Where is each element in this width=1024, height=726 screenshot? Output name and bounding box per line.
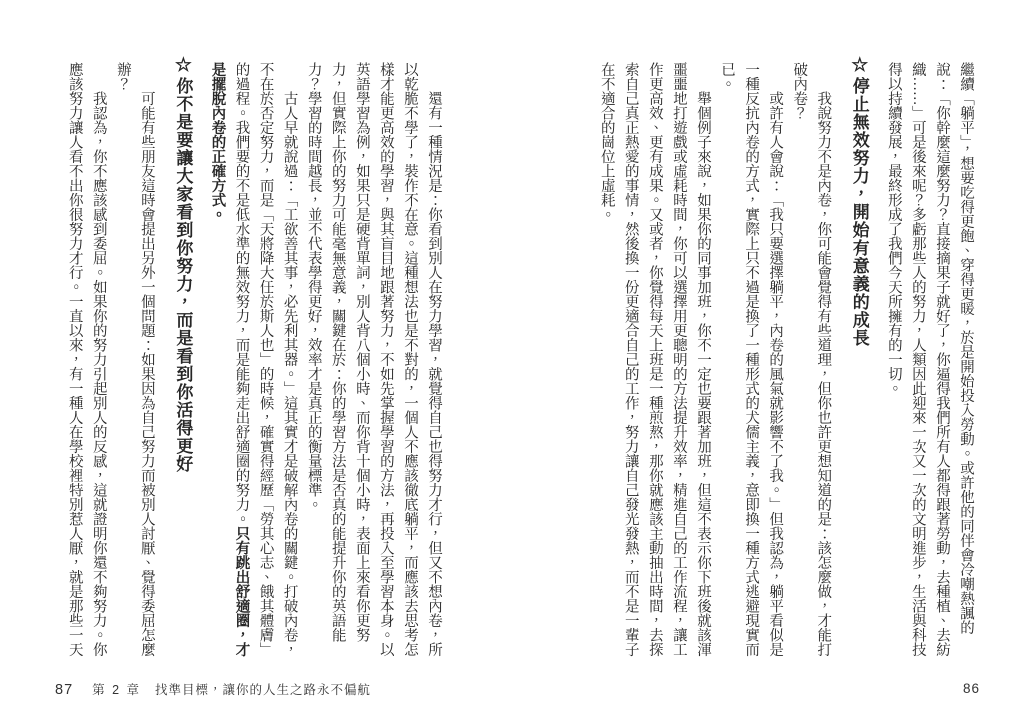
section-heading bbox=[844, 54, 873, 657]
section-heading-text: 你不是要讓大家看到你努力，而是看到你活得更好 bbox=[173, 77, 193, 473]
page-87-number: 87 bbox=[55, 682, 74, 698]
paragraph-text: 我認為，你不應該感到委屈。如果你的努力引起別人的反感，這就證明你還不夠努力。你應該努力讓人看不出你很努力才行。一直以來，有一種人在學校裡特別惹人厭，就是那些一天 bbox=[66, 62, 107, 657]
paragraph-text: 舉個例子來說，如果你的同事加班，你不一定也要跟著加班，但這不表示你下班後就該渾噩噩地打遊戲或虛耗時間，你可以選擇用更聰明的方法提升效率，精進自己的工作流程，讓工作更高效、更有成果。又或者，你覺得每天上班是一種煎熬，那你就應該主動抽出時間，去探索自己真正熱愛的事情，然後換一份更適合自己的工作，努力讓自己發光發熱，而不是一輩子在不適合的崗位上虛耗。 bbox=[598, 62, 711, 657]
paragraph-text: 還有一種情況是：你看到別人在努力學習，就覺得自己也得努力才行，但又不想內卷，所以乾脆不學了，裝作不在意。這種想法也是不對的，一個人不應該徹底躺平，而應該去思考怎樣才能更高效的學習，與其盲目地跟著努力，不如先掌握學習的方法，再投入至學習本身。以英語學習為例，如果只是硬背單詞，別人背八個小時、而你背十個小時，表面上來看你更努力，但實際上你的努力可能毫無意義，關鍵在於：你的學習方法是否真的能提升你的英語能力？學習的時間越長，並不代表學得更好，效率才是真正的衡量標準。 bbox=[305, 62, 442, 657]
paragraph bbox=[595, 62, 715, 657]
page-86 bbox=[512, 0, 1024, 726]
paragraph bbox=[63, 62, 111, 657]
paragraph-text: 可能有些朋友這時會提出另外一個問題：如果因為自己努力而被別人討厭、覺得委屈怎麼辦？ bbox=[114, 62, 155, 657]
paragraph bbox=[302, 62, 446, 657]
paragraph-text: 古人早就說過：「工欲善其事，必先利其器。」這其實才是破解內卷的關鍵。打破內卷，不在於否定努力，而是「天將降大任於斯人也」的時候，確實得經歷「勞其心志、餓其體膚」的過程。我們要的不是低水準的無效努力，而是能夠走出舒適圈的努力。 bbox=[233, 62, 298, 657]
page-87-running-footer bbox=[55, 680, 371, 698]
paragraph bbox=[715, 62, 787, 657]
paragraph bbox=[787, 62, 835, 657]
page-86-text-flow bbox=[595, 54, 978, 657]
paragraph bbox=[882, 62, 978, 657]
paragraph-text: 繼續「躺平」，想要吃得更飽、穿得更暖，於是開始投入勞動。或許他的同伴會冷嘲熱諷的說：「你幹麼這麼努力？直接摘果子就好了，你逼得我們所有人都得跟著勞動，去種植、去紡織……」可是後來呢？多虧那些人的努力，人類因此迎來一次又一次的文明進步，生活與科技得以持續發展，最終形成了我們今天所擁有的一切。 bbox=[885, 62, 974, 657]
paragraph bbox=[205, 62, 301, 657]
paragraph bbox=[111, 62, 159, 657]
emphasis-text: 只有跳出舒適圈，才是擺脫內卷的正確方式。 bbox=[209, 62, 250, 657]
star-icon: ☆ bbox=[172, 54, 194, 77]
page-87-text-flow bbox=[63, 54, 446, 657]
section-heading-text: 停止無效努力，開始有意義的成長 bbox=[849, 77, 869, 347]
chapter-title: 找準目標，讓你的人生之路永不偏航 bbox=[155, 683, 372, 697]
paragraph-text: 或許有人會說：「我只要選擇躺平，內卷的風氣就影響不了我。」但我認為，躺平看似是一種反抗內卷的方式，實際上只不過是換了一種形式的犬儒主義，意即換一種方式逃避現實而已。 bbox=[719, 62, 784, 657]
chapter-label: 第 2 章 bbox=[92, 683, 142, 697]
page-86-number: 86 bbox=[962, 681, 980, 696]
section-heading bbox=[168, 54, 197, 657]
paragraph-text: 我說努力不是內卷，你可能會覺得有些道理，但你也許更想知道的是：該怎麼做，才能打破內卷？ bbox=[791, 62, 832, 657]
star-icon: ☆ bbox=[848, 54, 870, 77]
